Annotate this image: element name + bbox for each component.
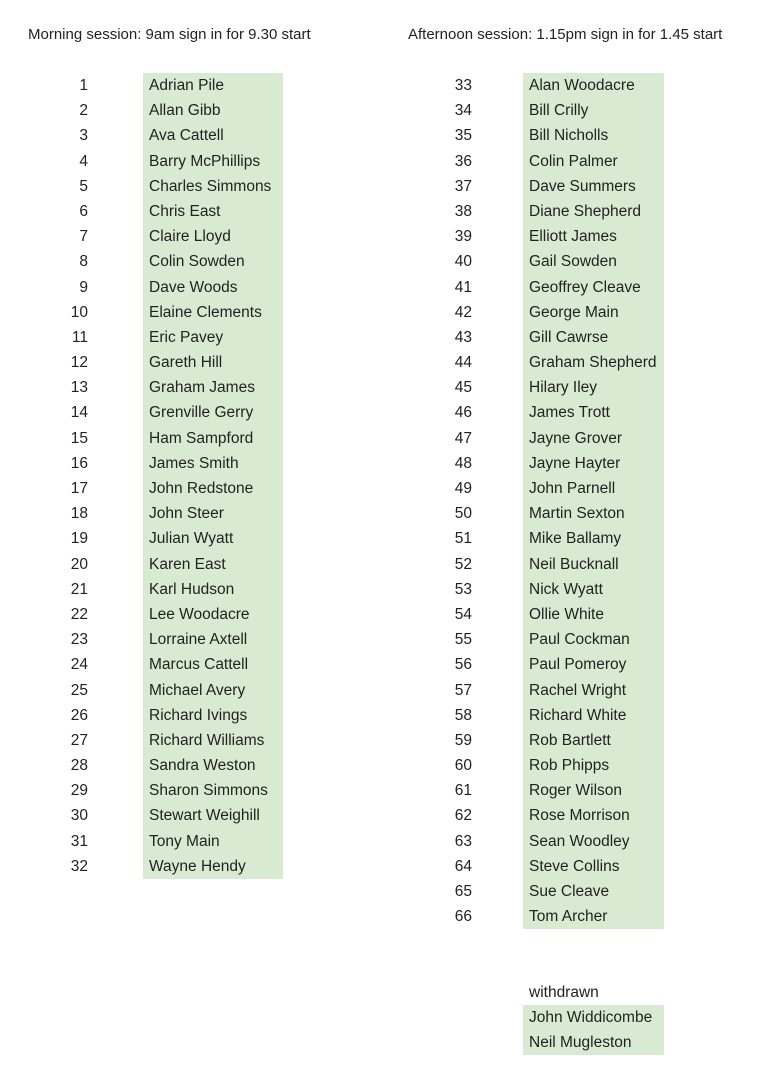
entry-number: 52 [454, 555, 472, 573]
entry-number: 28 [70, 757, 88, 775]
entry-number: 57 [454, 681, 472, 699]
entry-name: Lorraine Axtell [143, 627, 283, 652]
entry-name: Rob Bartlett [523, 728, 664, 753]
entry-number: 54 [454, 605, 472, 623]
entry-name: Gareth Hill [143, 350, 283, 375]
entry-name: Jayne Hayter [523, 451, 664, 476]
entry-name: Elliott James [523, 224, 664, 249]
entry-number: 56 [454, 656, 472, 674]
entry-number: 9 [79, 278, 88, 296]
entry-number: 49 [454, 480, 472, 497]
entry-number: 64 [454, 857, 472, 875]
entry-number: 30 [70, 807, 88, 825]
entry-name: Charles Simmons [143, 174, 283, 199]
entry-number: 40 [454, 253, 472, 271]
entry-number: 21 [70, 580, 88, 598]
entry-name: Ollie White [523, 602, 664, 627]
morning-session-header: Morning session: 9am sign in for 9.30 start [28, 26, 311, 43]
entry-number: 46 [454, 404, 472, 422]
entry-name: Bill Crilly [523, 98, 664, 123]
entry-name: Rachel Wright [523, 678, 664, 703]
entry-number: 5 [79, 177, 88, 195]
entry-number: 35 [454, 127, 472, 145]
afternoon-session-header: Afternoon session: 1.15pm sign in for 1.45 start [408, 26, 723, 43]
entry-number: 42 [454, 303, 472, 321]
entry-name: Steve Collins [523, 854, 664, 879]
entry-name: Richard Ivings [143, 703, 283, 728]
entry-number: 50 [454, 505, 472, 523]
entry-number: 20 [70, 555, 88, 573]
entry-number: 55 [454, 631, 472, 649]
entry-name: Bill Nicholls [523, 123, 664, 148]
entry-name: Elaine Clements [143, 300, 283, 325]
entry-name: Grenville Gerry [143, 400, 283, 425]
entry-name: Chris East [143, 199, 283, 224]
entry-name: Colin Palmer [523, 149, 664, 174]
entry-name: Martin Sexton [523, 501, 664, 526]
entry-name: John Redstone [143, 476, 283, 501]
entry-number: 61 [454, 782, 472, 800]
entry-number: 11 [71, 328, 88, 346]
withdrawn-name: Neil Mugleston [523, 1030, 664, 1055]
entry-number: 12 [70, 354, 88, 372]
entry-name: Jayne Grover [523, 426, 664, 451]
entry-number: 22 [70, 605, 88, 623]
entry-number: 25 [70, 681, 88, 699]
entry-name: Paul Pomeroy [523, 652, 664, 677]
entry-name: Karl Hudson [143, 577, 283, 602]
entry-number: 18 [70, 505, 88, 523]
entry-number: 15 [70, 429, 88, 447]
entry-number: 45 [454, 379, 472, 397]
entry-name: John Steer [143, 501, 283, 526]
entry-name: Eric Pavey [143, 325, 283, 350]
entry-name: Richard White [523, 703, 664, 728]
entry-number: 4 [79, 152, 88, 170]
withdrawn-name: John Widdicombe [523, 1005, 664, 1030]
entry-name: Dave Summers [523, 174, 664, 199]
entry-name: Wayne Hendy [143, 854, 283, 879]
entry-name: Sandra Weston [143, 753, 283, 778]
entry-name: George Main [523, 300, 664, 325]
entry-name: Roger Wilson [523, 778, 664, 803]
entry-number: 48 [454, 454, 472, 472]
entry-name: Alan Woodacre [523, 73, 664, 98]
entry-number: 10 [70, 303, 88, 321]
entry-name: Dave Woods [143, 275, 283, 300]
entry-number: 7 [79, 228, 88, 246]
entry-number: 34 [454, 102, 472, 120]
entry-name: Barry McPhillips [143, 149, 283, 174]
entry-name: Stewart Weighill [143, 803, 283, 828]
entry-number: 17 [70, 480, 88, 497]
entry-name: Gill Cawrse [523, 325, 664, 350]
entry-name: Sharon Simmons [143, 778, 283, 803]
entry-number: 13 [70, 379, 88, 397]
entry-number: 58 [454, 706, 472, 724]
entry-number: 1 [79, 77, 88, 94]
entry-number: 63 [454, 832, 472, 850]
entry-name: Colin Sowden [143, 249, 283, 274]
entry-number: 2 [79, 102, 88, 120]
entry-name: Ava Cattell [143, 123, 283, 148]
entry-number: 6 [79, 202, 88, 220]
entry-name: Adrian Pile [143, 73, 283, 98]
entry-name: Diane Shepherd [523, 199, 664, 224]
entry-name: Hilary Iley [523, 375, 664, 400]
entry-name: Graham James [143, 375, 283, 400]
entry-name: Nick Wyatt [523, 577, 664, 602]
entry-number: 53 [454, 580, 472, 598]
entry-name: Allan Gibb [143, 98, 283, 123]
entry-number: 27 [70, 731, 88, 749]
entry-number: 8 [79, 253, 88, 271]
entry-name: Karen East [143, 552, 283, 577]
entry-number: 31 [70, 832, 88, 850]
entry-number: 16 [70, 454, 88, 472]
entry-number: 62 [454, 807, 472, 825]
entry-number: 19 [70, 530, 88, 548]
entry-number: 65 [454, 883, 472, 900]
entry-number: 37 [454, 177, 472, 195]
entry-name: Claire Lloyd [143, 224, 283, 249]
entry-number: 60 [454, 757, 472, 775]
entry-number: 29 [70, 782, 88, 800]
entry-number: 41 [454, 278, 472, 296]
entry-name: Graham Shepherd [523, 350, 664, 375]
entry-name: Gail Sowden [523, 249, 664, 274]
entry-number: 33 [454, 77, 472, 94]
entry-number: 43 [454, 328, 472, 346]
entry-number: 36 [454, 152, 472, 170]
entry-number: 51 [454, 530, 472, 548]
entry-name: Rose Morrison [523, 803, 664, 828]
entry-number: 38 [454, 202, 472, 220]
entry-name: Richard Williams [143, 728, 283, 753]
entry-number: 59 [454, 731, 472, 749]
entry-name: Lee Woodacre [143, 602, 283, 627]
entry-number: 26 [70, 706, 88, 724]
entry-number: 23 [70, 631, 88, 649]
entry-name: James Smith [143, 451, 283, 476]
withdrawn-section [523, 980, 664, 1055]
entry-name: Tony Main [143, 829, 283, 854]
entry-number: 24 [70, 656, 88, 674]
entry-number: 32 [70, 857, 88, 875]
entry-name: Michael Avery [143, 678, 283, 703]
entry-number: 47 [454, 429, 472, 447]
entry-name: Geoffrey Cleave [523, 275, 664, 300]
entry-number: 14 [70, 404, 88, 422]
entry-name: Neil Bucknall [523, 552, 664, 577]
entry-number: 39 [454, 228, 472, 246]
entry-name: Marcus Cattell [143, 652, 283, 677]
entry-name: Mike Ballamy [523, 526, 664, 551]
entry-name: James Trott [523, 400, 664, 425]
entry-number: 3 [79, 127, 88, 145]
entry-name: Paul Cockman [523, 627, 664, 652]
entry-name: Sean Woodley [523, 829, 664, 854]
entry-name: John Parnell [523, 476, 664, 501]
entry-name: Sue Cleave [523, 879, 664, 904]
entry-name: Julian Wyatt [143, 526, 283, 551]
withdrawn-label: withdrawn [529, 984, 599, 1001]
entry-name: Ham Sampford [143, 426, 283, 451]
entry-name: Rob Phipps [523, 753, 664, 778]
entry-number: 66 [454, 908, 472, 926]
entry-name: Tom Archer [523, 904, 664, 929]
entry-number: 44 [454, 354, 472, 372]
